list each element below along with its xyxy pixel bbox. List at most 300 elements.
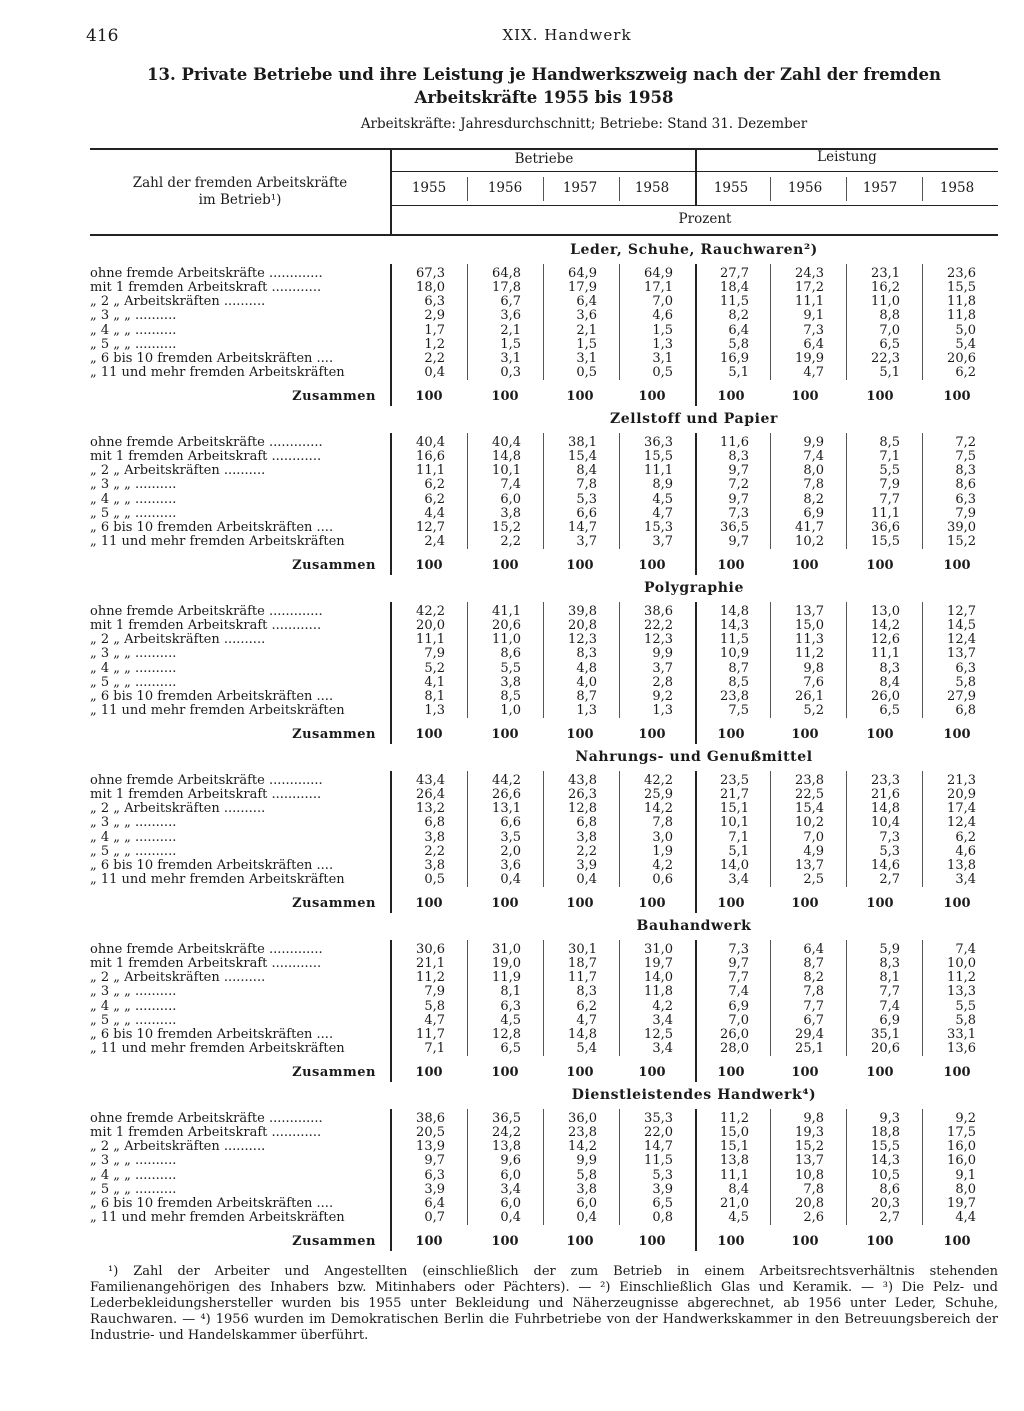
- total-cell: 100: [491, 1234, 519, 1249]
- total-cell: 100: [943, 727, 971, 742]
- value-cell: 3,1: [500, 350, 521, 366]
- value-cell: 7,2: [728, 477, 749, 493]
- total-cell: 100: [866, 389, 894, 404]
- total-cell: 100: [491, 1065, 519, 1080]
- value-cell: 11,1: [416, 463, 445, 479]
- total-cell: 100: [791, 389, 819, 404]
- value-cell: 8,2: [728, 308, 749, 324]
- value-cell: 2,7: [879, 872, 900, 888]
- value-cell: 6,8: [424, 815, 445, 831]
- value-cell: 8,6: [500, 646, 521, 662]
- value-cell: 2,0: [500, 843, 521, 859]
- table-row: [90, 1197, 998, 1211]
- value-cell: 23,1: [871, 266, 900, 281]
- value-cell: 35,1: [871, 1026, 900, 1042]
- value-cell: 15,0: [720, 1125, 749, 1141]
- table-row: [90, 943, 998, 957]
- value-cell: 15,3: [644, 519, 673, 535]
- value-cell: 9,7: [424, 1153, 445, 1169]
- value-cell: 15,2: [492, 519, 521, 535]
- value-cell: 6,9: [803, 505, 824, 521]
- value-cell: 5,1: [728, 365, 749, 381]
- value-cell: 36,5: [720, 519, 749, 535]
- footnotes: [90, 1264, 998, 1344]
- value-cell: 22,2: [644, 618, 673, 634]
- table-row: [90, 662, 998, 676]
- year-divider: [846, 177, 847, 201]
- value-cell: 7,0: [803, 829, 824, 845]
- value-cell: 17,1: [644, 280, 673, 296]
- total-cell: 100: [717, 389, 745, 404]
- table-row: [90, 281, 998, 295]
- value-cell: 6,4: [424, 1195, 445, 1211]
- value-cell: 9,1: [803, 308, 824, 324]
- total-row: [90, 1235, 998, 1249]
- value-cell: 31,0: [644, 942, 673, 957]
- value-cell: 2,6: [803, 1210, 824, 1226]
- value-cell: 6,0: [576, 1195, 597, 1211]
- year-header: 1957: [862, 180, 898, 196]
- value-cell: 22,0: [644, 1125, 673, 1141]
- value-cell: 9,9: [652, 646, 673, 662]
- value-cell: 0,3: [500, 365, 521, 381]
- value-cell: 26,4: [416, 787, 445, 803]
- value-cell: 9,9: [803, 435, 824, 450]
- value-cell: 12,8: [492, 1026, 521, 1042]
- stub-header-line1: Zahl der fremden Arbeitskräfte: [132, 175, 348, 191]
- value-cell: 9,7: [728, 491, 749, 507]
- value-cell: 26,1: [795, 688, 824, 704]
- value-cell: 2,9: [424, 308, 445, 324]
- value-cell: 7,3: [803, 322, 824, 338]
- total-cell: 100: [566, 727, 594, 742]
- value-cell: 1,7: [424, 322, 445, 338]
- section: [90, 411, 998, 579]
- value-cell: 14,2: [871, 618, 900, 634]
- value-cell: 15,4: [568, 449, 597, 465]
- value-cell: 17,4: [947, 801, 976, 817]
- row-label: „ 11 und mehr fremden Arbeitskräften: [90, 1042, 345, 1057]
- table-row: [90, 1000, 998, 1014]
- table-row: [90, 1154, 998, 1168]
- value-cell: 5,3: [879, 843, 900, 859]
- value-cell: 13,7: [795, 604, 824, 619]
- value-cell: 33,1: [947, 1026, 976, 1042]
- value-cell: 7,1: [879, 449, 900, 465]
- value-cell: 39,8: [568, 604, 597, 619]
- value-cell: 7,5: [955, 449, 976, 465]
- value-cell: 5,3: [576, 491, 597, 507]
- total-label: Zusammen: [292, 1235, 376, 1249]
- value-cell: 20,8: [568, 618, 597, 634]
- value-cell: 40,4: [416, 435, 445, 450]
- row-label: „ 4 „ „ ..........: [90, 661, 177, 676]
- value-cell: 7,8: [803, 984, 824, 1000]
- row-label: „ 11 und mehr fremden Arbeitskräften: [90, 366, 345, 381]
- total-cell: 100: [943, 1234, 971, 1249]
- value-cell: 6,9: [879, 1012, 900, 1028]
- row-label: „ 2 „ Arbeitskräften ..........: [90, 633, 266, 648]
- value-cell: 8,7: [728, 660, 749, 676]
- value-cell: 5,0: [955, 322, 976, 338]
- row-label: ohne fremde Arbeitskräfte .............: [90, 774, 323, 788]
- value-cell: 24,3: [795, 266, 824, 281]
- value-cell: 41,7: [795, 519, 824, 535]
- value-cell: 64,9: [568, 266, 597, 281]
- value-cell: 4,9: [803, 843, 824, 859]
- value-cell: 19,3: [795, 1125, 824, 1141]
- value-cell: 5,1: [879, 365, 900, 381]
- table-row: [90, 1211, 998, 1225]
- value-cell: 9,2: [955, 1111, 976, 1126]
- value-cell: 6,5: [879, 336, 900, 352]
- row-label: „ 5 „ „ ..........: [90, 844, 177, 859]
- value-cell: 0,8: [652, 1210, 673, 1226]
- value-cell: 3,6: [500, 857, 521, 873]
- row-label: „ 2 „ Arbeitskräften ..........: [90, 295, 266, 310]
- value-cell: 13,0: [871, 604, 900, 619]
- value-cell: 7,4: [500, 477, 521, 493]
- total-cell: 100: [943, 389, 971, 404]
- value-cell: 2,5: [803, 872, 824, 888]
- value-cell: 27,9: [947, 688, 976, 704]
- value-cell: 11,8: [947, 294, 976, 310]
- value-cell: 7,8: [803, 1181, 824, 1197]
- value-cell: 5,5: [955, 998, 976, 1014]
- value-cell: 12,3: [568, 632, 597, 648]
- total-row: [90, 897, 998, 911]
- table-row: [90, 859, 998, 873]
- value-cell: 14,3: [720, 618, 749, 634]
- value-cell: 8,8: [879, 308, 900, 324]
- value-cell: 5,9: [879, 942, 900, 957]
- value-cell: 10,9: [720, 646, 749, 662]
- total-cell: 100: [717, 727, 745, 742]
- value-cell: 18,8: [871, 1125, 900, 1141]
- value-cell: 20,3: [871, 1195, 900, 1211]
- stub-header: [90, 175, 390, 209]
- value-cell: 27,7: [720, 266, 749, 281]
- value-cell: 7,4: [803, 449, 824, 465]
- section-title: Nahrungs- und Genußmittel: [575, 749, 813, 765]
- value-cell: 4,5: [500, 1012, 521, 1028]
- table-row: [90, 1112, 998, 1126]
- total-cell: 100: [866, 896, 894, 911]
- value-cell: 3,6: [576, 308, 597, 324]
- value-cell: 5,5: [879, 463, 900, 479]
- value-cell: 19,7: [644, 956, 673, 972]
- value-cell: 7,4: [879, 998, 900, 1014]
- total-cell: 100: [415, 896, 443, 911]
- value-cell: 0,4: [576, 1210, 597, 1226]
- value-cell: 10,0: [947, 956, 976, 972]
- total-cell: 100: [415, 727, 443, 742]
- value-cell: 8,1: [500, 984, 521, 1000]
- value-cell: 12,3: [644, 632, 673, 648]
- value-cell: 7,9: [955, 505, 976, 521]
- value-cell: 5,8: [955, 674, 976, 690]
- row-label: ohne fremde Arbeitskräfte .............: [90, 267, 323, 281]
- value-cell: 6,3: [955, 491, 976, 507]
- total-row: [90, 390, 998, 404]
- year-divider: [770, 177, 771, 201]
- value-cell: 15,5: [871, 534, 900, 550]
- total-cell: 100: [717, 1065, 745, 1080]
- value-cell: 7,0: [879, 322, 900, 338]
- value-cell: 43,8: [568, 773, 597, 788]
- value-cell: 8,9: [652, 477, 673, 493]
- value-cell: 18,7: [568, 956, 597, 972]
- value-cell: 22,3: [871, 350, 900, 366]
- total-cell: 100: [791, 727, 819, 742]
- total-label: Zusammen: [292, 897, 376, 911]
- total-cell: 100: [415, 389, 443, 404]
- value-cell: 7,7: [728, 970, 749, 986]
- table-row: [90, 774, 998, 788]
- value-cell: 11,5: [644, 1153, 673, 1169]
- value-cell: 23,8: [720, 688, 749, 704]
- row-label: ohne fremde Arbeitskräfte .............: [90, 943, 323, 957]
- value-cell: 26,3: [568, 787, 597, 803]
- value-cell: 0,4: [500, 1210, 521, 1226]
- value-cell: 41,1: [492, 604, 521, 619]
- value-cell: 4,2: [652, 998, 673, 1014]
- section: [90, 1087, 998, 1255]
- total-cell: 100: [866, 1234, 894, 1249]
- value-cell: 14,0: [644, 970, 673, 986]
- row-label: „ 5 „ „ ..........: [90, 337, 177, 352]
- value-cell: 8,7: [803, 956, 824, 972]
- row-label: „ 4 „ „ ..........: [90, 1168, 177, 1183]
- row-label: „ 3 „ „ ..........: [90, 1154, 177, 1169]
- row-label: „ 6 bis 10 fremden Arbeitskräften ....: [90, 1196, 334, 1211]
- value-cell: 0,5: [652, 365, 673, 381]
- table-row: [90, 338, 998, 352]
- value-cell: 14,8: [568, 1026, 597, 1042]
- value-cell: 36,0: [568, 1111, 597, 1126]
- value-cell: 3,4: [652, 1012, 673, 1028]
- value-cell: 20,8: [795, 1195, 824, 1211]
- value-cell: 64,9: [644, 266, 673, 281]
- row-label: „ 2 „ Arbeitskräften ..........: [90, 971, 266, 986]
- value-cell: 2,2: [500, 534, 521, 550]
- value-cell: 2,8: [652, 674, 673, 690]
- value-cell: 7,7: [879, 984, 900, 1000]
- value-cell: 3,1: [652, 350, 673, 366]
- value-cell: 30,6: [416, 942, 445, 957]
- row-label: „ 3 „ „ ..........: [90, 647, 177, 662]
- value-cell: 0,4: [576, 872, 597, 888]
- value-cell: 7,2: [955, 435, 976, 450]
- value-cell: 3,5: [500, 829, 521, 845]
- value-cell: 22,5: [795, 787, 824, 803]
- value-cell: 8,7: [576, 688, 597, 704]
- value-cell: 15,4: [795, 801, 824, 817]
- value-cell: 12,6: [871, 632, 900, 648]
- year-divider: [619, 177, 620, 201]
- value-cell: 11,1: [795, 294, 824, 310]
- value-cell: 20,6: [947, 350, 976, 366]
- value-cell: 44,2: [492, 773, 521, 788]
- value-cell: 12,4: [947, 632, 976, 648]
- value-cell: 2,7: [879, 1210, 900, 1226]
- value-cell: 13,2: [416, 801, 445, 817]
- value-cell: 6,2: [955, 829, 976, 845]
- value-cell: 6,3: [955, 660, 976, 676]
- value-cell: 3,6: [500, 308, 521, 324]
- row-label: „ 11 und mehr fremden Arbeitskräften: [90, 704, 345, 719]
- value-cell: 64,8: [492, 266, 521, 281]
- value-cell: 8,1: [424, 688, 445, 704]
- value-cell: 3,9: [652, 1181, 673, 1197]
- value-cell: 38,6: [644, 604, 673, 619]
- value-cell: 6,3: [424, 294, 445, 310]
- value-cell: 23,3: [871, 773, 900, 788]
- value-cell: 14,8: [720, 604, 749, 619]
- value-cell: 31,0: [492, 942, 521, 957]
- value-cell: 15,5: [871, 1139, 900, 1155]
- value-cell: 5,1: [728, 843, 749, 859]
- table-row: [90, 831, 998, 845]
- stub-header-line2: im Betrieb¹): [198, 192, 282, 208]
- row-label: „ 6 bis 10 fremden Arbeitskräften ....: [90, 351, 334, 366]
- value-cell: 3,8: [500, 505, 521, 521]
- value-cell: 3,1: [576, 350, 597, 366]
- total-cell: 100: [491, 727, 519, 742]
- row-label: mit 1 fremden Arbeitskraft ............: [90, 450, 322, 465]
- value-cell: 11,9: [492, 970, 521, 986]
- total-cell: 100: [866, 1065, 894, 1080]
- section-title: Polygraphie: [644, 580, 744, 596]
- value-cell: 2,2: [424, 350, 445, 366]
- value-cell: 10,2: [795, 534, 824, 550]
- unit-header: Prozent: [678, 211, 732, 227]
- value-cell: 13,6: [947, 1041, 976, 1057]
- value-cell: 14,2: [644, 801, 673, 817]
- value-cell: 7,4: [728, 984, 749, 1000]
- value-cell: 35,3: [644, 1111, 673, 1126]
- value-cell: 7,4: [955, 942, 976, 957]
- total-cell: 100: [638, 1234, 666, 1249]
- value-cell: 8,3: [728, 449, 749, 465]
- row-label: „ 3 „ „ ..........: [90, 985, 177, 1000]
- value-cell: 21,0: [720, 1195, 749, 1211]
- value-cell: 3,0: [652, 829, 673, 845]
- table-row: [90, 478, 998, 492]
- value-cell: 9,3: [879, 1111, 900, 1126]
- value-cell: 7,7: [803, 998, 824, 1014]
- value-cell: 5,2: [803, 703, 824, 719]
- value-cell: 14,8: [492, 449, 521, 465]
- value-cell: 15,2: [795, 1139, 824, 1155]
- value-cell: 9,7: [728, 463, 749, 479]
- total-cell: 100: [566, 1065, 594, 1080]
- value-cell: 1,5: [500, 336, 521, 352]
- row-label: mit 1 fremden Arbeitskraft ............: [90, 957, 322, 972]
- table-title-line1: 13. Private Betriebe und ihre Leistung je Handwerkszweig nach der Zahl der fremden: [147, 65, 941, 84]
- table-title-line2: Arbeitskräfte 1955 bis 1958: [414, 88, 674, 107]
- value-cell: 7,6: [803, 674, 824, 690]
- total-cell: 100: [638, 896, 666, 911]
- row-label: mit 1 fremden Arbeitskraft ............: [90, 281, 322, 296]
- total-cell: 100: [491, 389, 519, 404]
- row-label: „ 2 „ Arbeitskräften ..........: [90, 464, 266, 479]
- row-label: „ 11 und mehr fremden Arbeitskräften: [90, 873, 345, 888]
- value-cell: 8,3: [879, 660, 900, 676]
- value-cell: 11,0: [871, 294, 900, 310]
- table-row: [90, 633, 998, 647]
- total-cell: 100: [638, 727, 666, 742]
- group-header-leistung: Leistung: [817, 149, 877, 165]
- total-cell: 100: [943, 1065, 971, 1080]
- value-cell: 2,4: [424, 534, 445, 550]
- table-row: [90, 985, 998, 999]
- total-cell: 100: [717, 1234, 745, 1249]
- value-cell: 8,3: [576, 984, 597, 1000]
- value-cell: 7,1: [728, 829, 749, 845]
- row-label: mit 1 fremden Arbeitskraft ............: [90, 619, 322, 634]
- total-cell: 100: [638, 558, 666, 573]
- row-label: „ 6 bis 10 fremden Arbeitskräften ....: [90, 689, 334, 704]
- value-cell: 12,4: [947, 815, 976, 831]
- table-row: [90, 816, 998, 830]
- value-cell: 6,3: [424, 1167, 445, 1183]
- value-cell: 9,7: [728, 956, 749, 972]
- value-cell: 7,5: [728, 703, 749, 719]
- value-cell: 16,9: [720, 350, 749, 366]
- value-cell: 14,7: [644, 1139, 673, 1155]
- table-row: [90, 1140, 998, 1154]
- value-cell: 4,0: [576, 674, 597, 690]
- value-cell: 2,2: [576, 843, 597, 859]
- value-cell: 5,8: [728, 336, 749, 352]
- value-cell: 3,8: [576, 829, 597, 845]
- value-cell: 38,6: [416, 1111, 445, 1126]
- value-cell: 10,2: [795, 815, 824, 831]
- table-row: [90, 845, 998, 859]
- value-cell: 43,4: [416, 773, 445, 788]
- section: [90, 918, 998, 1086]
- value-cell: 28,0: [720, 1041, 749, 1057]
- value-cell: 24,2: [492, 1125, 521, 1141]
- value-cell: 4,5: [652, 491, 673, 507]
- value-cell: 8,5: [500, 688, 521, 704]
- total-cell: 100: [566, 896, 594, 911]
- table-row: [90, 619, 998, 633]
- value-cell: 13,7: [947, 646, 976, 662]
- value-cell: 4,7: [803, 365, 824, 381]
- value-cell: 3,4: [955, 872, 976, 888]
- value-cell: 2,2: [424, 843, 445, 859]
- value-cell: 12,8: [568, 801, 597, 817]
- value-cell: 26,0: [871, 688, 900, 704]
- value-cell: 6,4: [576, 294, 597, 310]
- value-cell: 4,7: [652, 505, 673, 521]
- value-cell: 12,7: [416, 519, 445, 535]
- value-cell: 6,5: [652, 1195, 673, 1211]
- value-cell: 21,7: [720, 787, 749, 803]
- value-cell: 29,4: [795, 1026, 824, 1042]
- section: [90, 580, 998, 748]
- group-divider: [695, 148, 697, 206]
- value-cell: 6,7: [500, 294, 521, 310]
- value-cell: 13,8: [947, 857, 976, 873]
- value-cell: 11,2: [795, 646, 824, 662]
- value-cell: 8,6: [955, 477, 976, 493]
- value-cell: 0,7: [424, 1210, 445, 1226]
- total-cell: 100: [415, 1065, 443, 1080]
- value-cell: 9,6: [500, 1153, 521, 1169]
